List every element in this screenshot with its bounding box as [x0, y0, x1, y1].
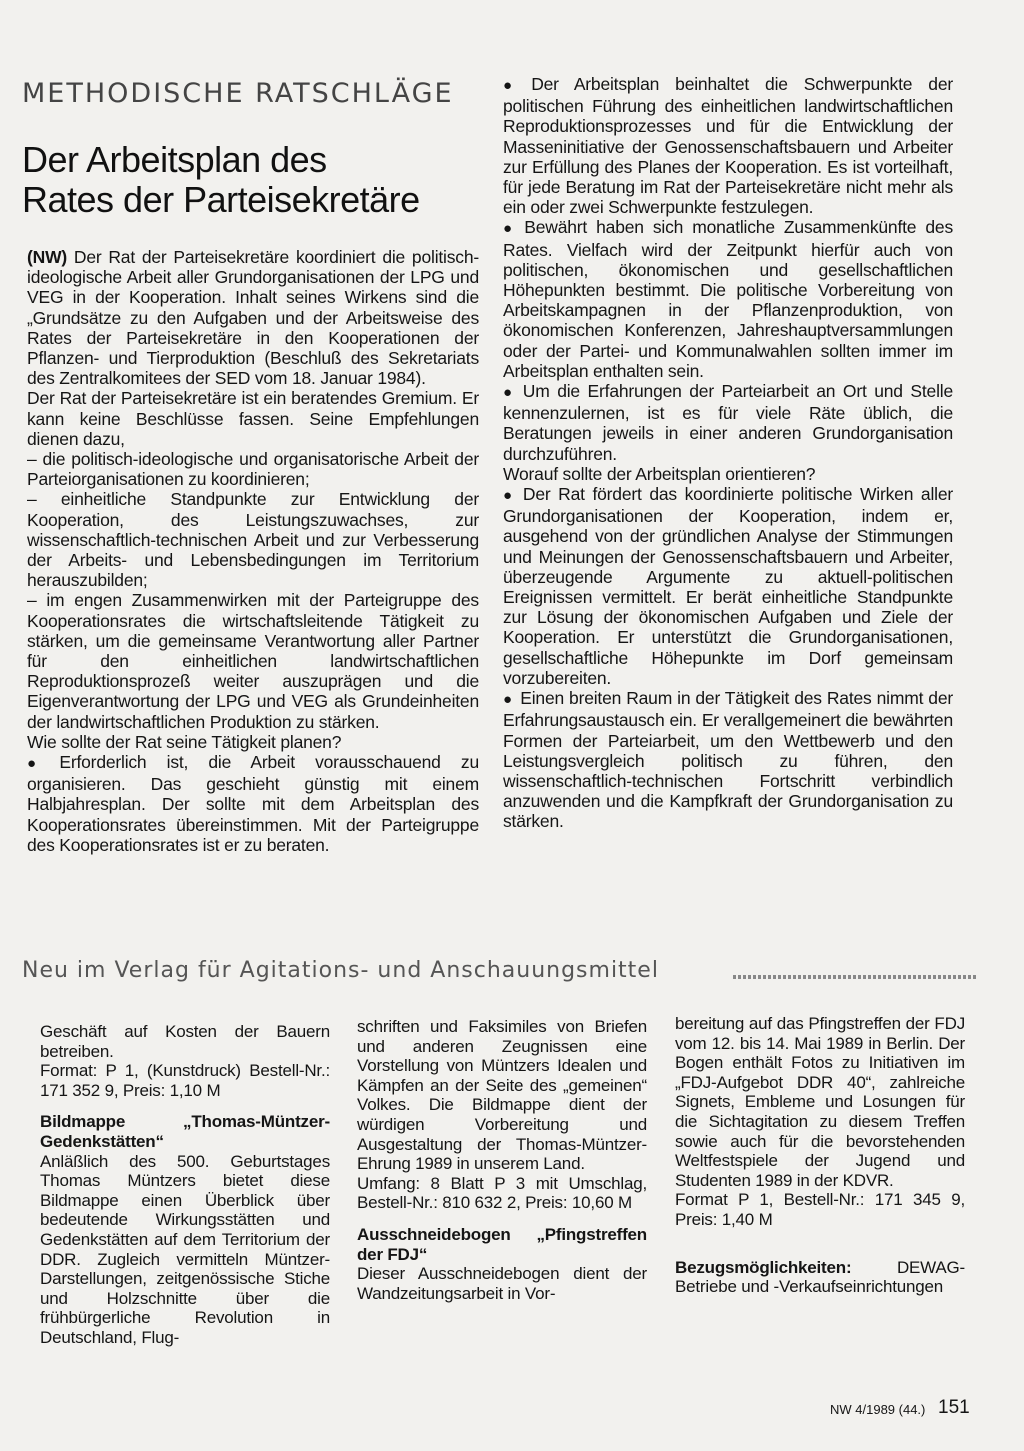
order-info: Umfang: 8 Blatt P 3 mit Umschlag, Bestell-Nr.: 810 632 2, Preis: 10,60 M — [357, 1173, 647, 1213]
paragraph: Der Rat der Parteisekretäre ist ein beratendes Gremium. Er kann keine Beschlüsse fassen. Seine Empfehlungen dienen dazu, — [27, 388, 479, 449]
paragraph: Dieser Ausschneidebogen dient der Wandzeitungsarbeit in Vor- — [357, 1264, 647, 1303]
question-line: Worauf sollte der Arbeitsplan orientieren? — [503, 463, 816, 484]
availability-label: Bezugsmöglichkeiten: — [675, 1257, 852, 1277]
bullet-paragraph: ● Erforderlich ist, die Arbeit vorausschauend zu organisieren. Das geschieht günstig mit einem Halbjahresplan. Der sollte mit dem Arbeitsplan des Kooperationsrates übereinstimmen. Mit der Parteigruppe des Kooperationsrates ist er zu beraten. — [27, 752, 479, 855]
section-heading: Neu im Verlag für Agitations- und Anschauungsmittel — [22, 958, 659, 983]
bullet-paragraph: ● Um die Erfahrungen der Parteiarbeit an Ort und Stelle kennenzulernen, ist es für viele Räte üblich, die Beratungen jeweils in einer anderen Grundorganisation durchzuführen. — [503, 381, 953, 464]
item-heading: Ausschneidebogen „Pfingstreffen der FDJ“ — [357, 1224, 647, 1264]
paragraph: Geschäft auf Kosten der Bauern betreiben. — [40, 1022, 330, 1061]
order-info: Format: P 1, (Kunstdruck) Bestell-Nr.: 171 352 9, Preis: 1,10 M — [40, 1061, 330, 1100]
paragraph: Anläßlich des 500. Geburtstages Thomas Müntzers bietet diese Bildmappe einen Überblick über bedeutende Wirkungsstätten und Gedenkstätten auf dem Territorium der DDR. Zugleich vermitteln Müntzer-Darstellungen, zeitgenössische Stiche und Holzschnitte über die frühbürgerliche Revolution in Deutschland, Flug- — [40, 1151, 330, 1347]
question-line: Wie sollte der Rat seine Tätigkeit planen? — [27, 731, 342, 752]
bullet-paragraph: ● Der Arbeitsplan beinhaltet die Schwerpunkte der politischen Führung des einheitlichen landwirtschaftlichen Reproduktionsprozesses und für die Entwicklung der Masseninitiative der Genossenschaftsbauern und Arbeiter zur Erfüllung des Planes der Kooperation. Es ist vorteilhaft, für jede Beratung im Rat der Parteisekretäre nicht mehr als ein oder zwei Schwerpunkte festzulegen. — [503, 74, 953, 217]
bullet-paragraph: ● Einen breiten Raum in der Tätigkeit des Rates nimmt der Erfahrungsaustausch ein. Er verallgemeinert die bewährten Formen der Parteiarbeit, um den Wettbewerb und den Leistungsvergleich politisch zu führen, den wissenschaftlich-technischen Fortschritt verbindlich anzuwenden und die Kampfkraft der Grundorganisation zu stärken. — [503, 688, 953, 831]
list-item: – im engen Zusammenwirken mit der Parteigruppe des Kooperationsrates die wirtschaftsleitende Tätigkeit zu stärken, um die gemeinsame Verantwortung aller Partner für den einheitlichen landwirtschaftlichen Reproduktionsprozeß weiter auszuprägen und die Eigenverantwortung der LPG und VEG als Grundeinheiten der landwirtschaftlichen Produktion zu stärken. — [27, 590, 479, 732]
availability-text: DEWAG-Betriebe und -Verkaufseinrichtungen — [675, 1257, 965, 1297]
order-info: Format P 1, Bestell-Nr.: 171 345 9, Preis: 1,40 M — [675, 1190, 965, 1229]
list-item: – die politisch-ideologische und organisatorische Arbeit der Parteiorganisationen zu koordinieren; — [27, 449, 479, 490]
list-item: – einheitliche Standpunkte zur Entwicklung der Kooperation, des Leistungszuwachses, zur wissenschaftlich-technischen Arbeit und zur Verbesserung der Arbeits- und Lebensbedingungen im Territorium herauszubilden; — [27, 489, 479, 591]
section-rule-divider — [733, 975, 978, 979]
item-heading: Bildmappe „Thomas-Müntzer-Gedenkstätten“ — [40, 1112, 330, 1151]
bullet-paragraph: ● Bewährt haben sich monatliche Zusammenkünfte des Rates. Vielfach wird der Zeitpunkt hierfür auch von politischen, ökonomischen und gesellschaftlichen Höhepunkten bestimmt. Die politische Vorbereitung von Arbeitskampagnen in der Pflanzenproduktion, von ökonomischen Konferenzen, Jahreshauptversammlungen oder der Partei- und Kommunalwahlen sollten immer im Arbeitsplan enthalten sein. — [503, 217, 953, 381]
intro-paragraph — [27, 247, 479, 388]
column-kicker: METHODISCHE RATSCHLÄGE — [22, 78, 454, 109]
announcement-column-3 — [675, 1014, 965, 1297]
intro-text: Der Rat der Parteisekretäre koordiniert die politisch-ideologische Arbeit aller Grundorganisationen der LPG und VEG in der Kooperation. Inhalt seines Wirkens sind die „Grundsätze zu den Aufgaben und der Arbeitsweise des Rates der Parteisekretäre in den Kooperationen der Pflanzen- und Tierproduktion (Beschluß des Sekretariats des Zentralkomitees der SED vom 18. Januar 1984). — [27, 247, 479, 389]
article-headline — [22, 140, 492, 220]
article-left-column — [27, 247, 479, 855]
issue-reference: NW 4/1989 (44.) — [830, 1402, 926, 1417]
headline-line-2: Rates der Parteisekretäre — [22, 179, 420, 220]
page-number: 151 — [938, 1397, 970, 1418]
availability-paragraph — [675, 1258, 965, 1297]
paragraph: bereitung auf das Pfingstreffen der FDJ vom 12. bis 14. Mai 1989 in Berlin. Der Bogen enthält Fotos zu Initiativen im „FDJ-Aufgebot DDR 40“, zahlreiche Signets, Embleme und Losungen für die Sichtagitation zu diesem Treffen sowie auch für die bevorstehenden Weltfestspiele der Jugend und Studenten 1989 in der KDVR. — [675, 1014, 965, 1190]
headline-line-1: Der Arbeitsplan des — [22, 139, 327, 180]
bullet-paragraph: ● Der Rat fördert das koordinierte politische Wirken aller Grundorganisationen der Kooperation, indem er, ausgehend von der gründlichen Analyse der Stimmungen und Meinungen der Genossenschaftsbauern und Arbeiter, überzeugende Argumente zu aktuell-politischen Ereignissen vermittelt. Er berät einheitliche Standpunkte zur Lösung der ökonomischen Aufgaben und Ziele der Kooperation. Er unterstützt die Grundorganisationen, gesellschaftliche Höhepunkte im Dorf gemeinsam vorzubereiten. — [503, 484, 953, 688]
source-tag: (NW) — [27, 247, 68, 267]
announcement-column-2 — [357, 1017, 647, 1303]
paragraph: schriften und Faksimiles von Briefen und anderen Zeugnissen eine Vorstellung von Müntzers Idealen und Kämpfen an der Seite des „gemeinen“ Volkes. Die Bildmappe dient der würdigen Vorbereitung und Ausgestaltung der Thomas-Müntzer-Ehrung 1989 in unserem Land. — [357, 1017, 647, 1174]
announcement-column-1 — [40, 1022, 330, 1348]
article-right-column — [503, 74, 953, 832]
